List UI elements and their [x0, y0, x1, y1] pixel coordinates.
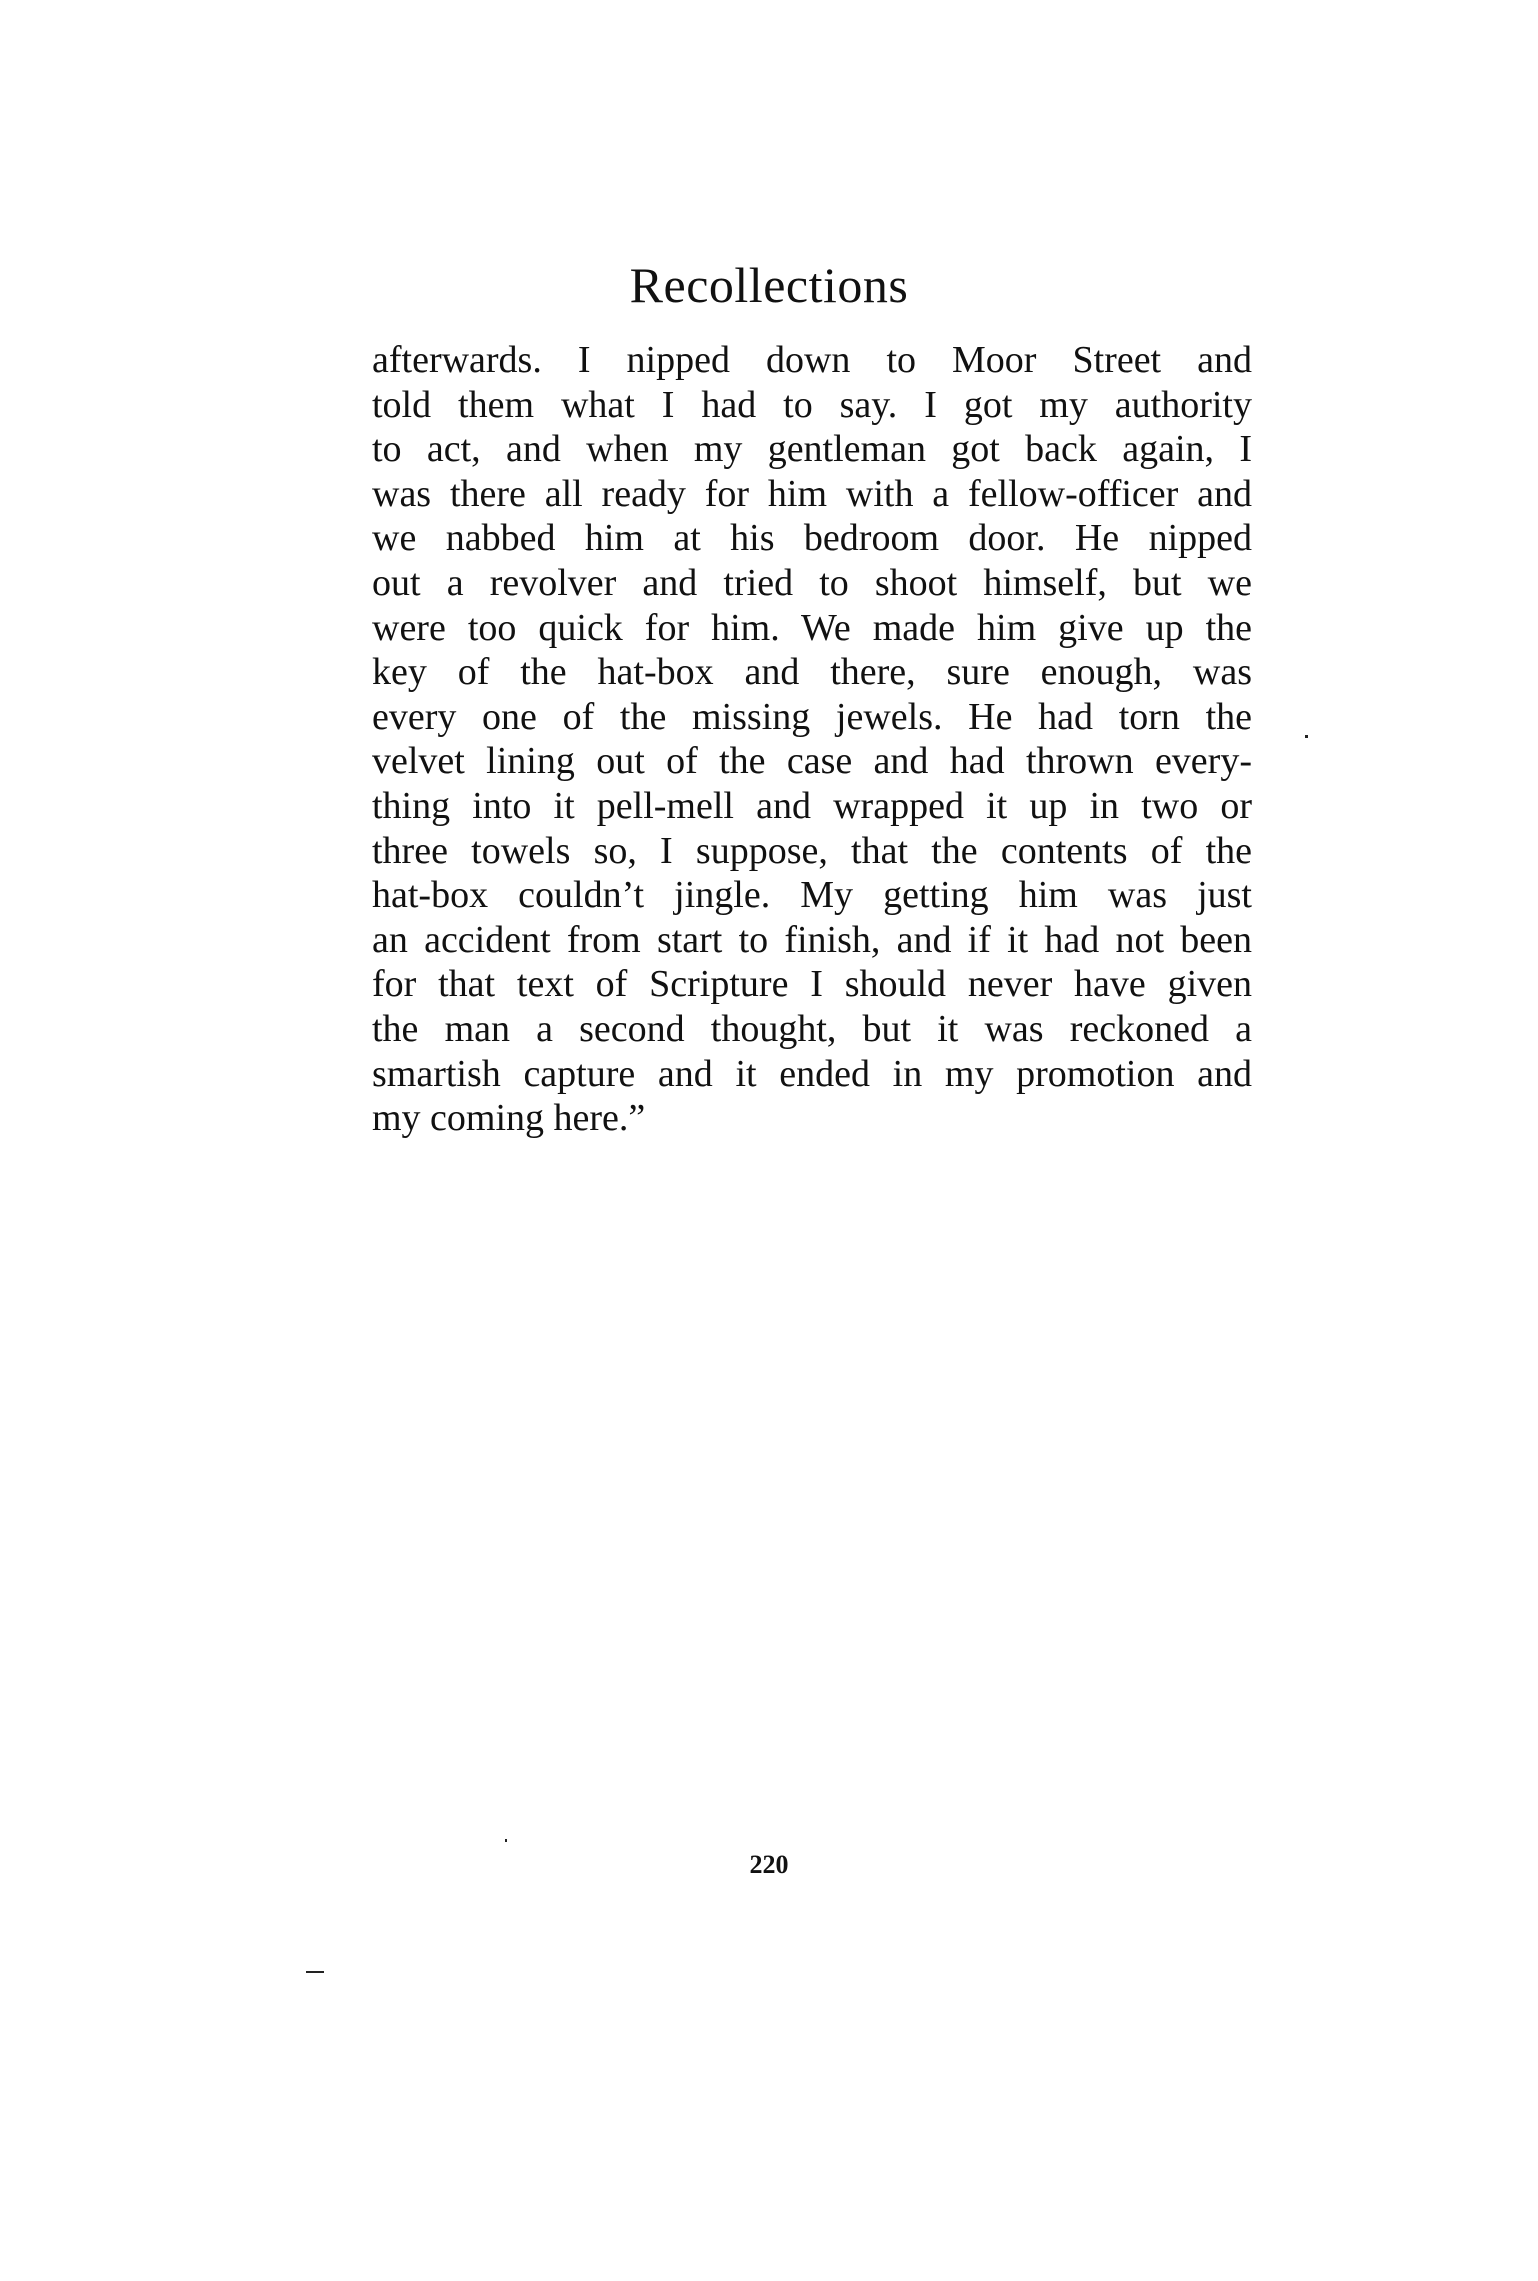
text-line: smartish capture and it ended in my promotion and — [372, 1052, 1252, 1095]
text-line: thing into it pell-mell and wrapped it up in two or — [372, 784, 1252, 827]
text-line: my coming here.” — [372, 1097, 646, 1140]
text-line: the man a second thought, but it was reckoned a — [372, 1007, 1252, 1050]
text-line: hat-box couldn’t jingle. My getting him was just — [372, 874, 1252, 917]
text-line: for that text of Scripture I should never have given — [372, 963, 1252, 1006]
body-text — [372, 338, 1252, 1141]
text-line: afterwards. I nipped down to Moor Street and — [372, 339, 1252, 381]
text-line: told them what I had to say. I got my authority — [372, 383, 1252, 426]
text-line: key of the hat-box and there, sure enough, was — [372, 651, 1252, 694]
text-line: we nabbed him at his bedroom door. He nipped — [372, 517, 1252, 560]
text-line: an accident from start to finish, and if it had not been — [372, 918, 1252, 961]
text-line: was there all ready for him with a fellow-officer and — [372, 472, 1252, 515]
scan-speck — [505, 1839, 507, 1842]
text-line: velvet lining out of the case and had thrown every- — [372, 740, 1252, 783]
running-head: Recollections — [629, 257, 909, 313]
text-line: were too quick for him. We made him give up the — [372, 606, 1252, 649]
page-number: 220 — [749, 1850, 789, 1879]
scan-mark — [306, 1971, 324, 1973]
text-line: to act, and when my gentleman got back again, I — [372, 428, 1252, 471]
text-line: every one of the missing jewels. He had torn the — [372, 695, 1252, 738]
scan-speck — [1305, 735, 1308, 738]
text-line: out a revolver and tried to shoot himself, but we — [372, 561, 1252, 604]
text-line: three towels so, I suppose, that the contents of the — [372, 829, 1252, 872]
